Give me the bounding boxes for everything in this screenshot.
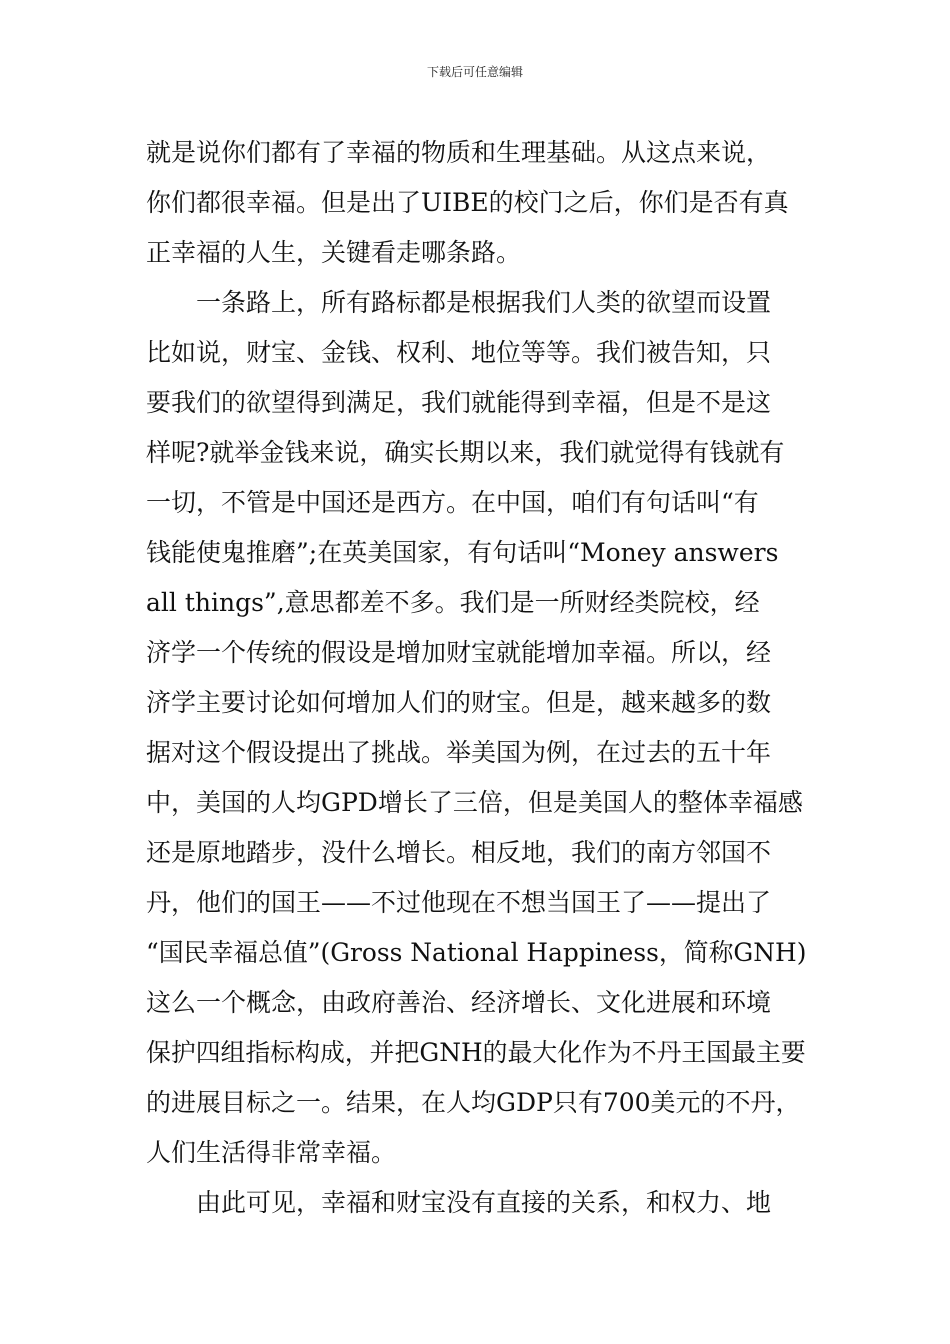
text-line: 这么一个概念，由政府善治、经济增长、文化进展和环境: [146, 988, 772, 1017]
text-line: 要我们的欲望得到满足，我们就能得到幸福，但是不是这: [146, 388, 772, 417]
text-line: 的进展目标之一。结果，在人均GDP只有700美元的不丹，: [146, 1088, 801, 1117]
text-line: 中，美国的人均GPD增长了三倍，但是美国人的整体幸福感: [146, 788, 803, 817]
page-header: 下载后可任意编辑: [426, 65, 523, 79]
text-line: 样呢?就举金钱来说，确实长期以来，我们就觉得有钱就有: [146, 438, 785, 467]
text-line: 你们都很幸福。但是出了UIBE的校门之后，你们是否有真: [146, 188, 789, 217]
text-line: 济学一个传统的假设是增加财宝就能增加幸福。所以，经: [146, 638, 772, 667]
text-line: 正幸福的人生，关键看走哪条路。: [146, 238, 522, 267]
text-line: 就是说你们都有了幸福的物质和生理基础。从这点来说，: [146, 138, 772, 167]
text-line: 丹，他们的国王——不过他现在不想当国王了——提出了: [146, 888, 772, 917]
text-line: all things”,意思都差不多。我们是一所财经类院校，经: [146, 588, 760, 617]
text-line: 比如说，财宝、金钱、权利、地位等等。我们被告知，只: [146, 338, 772, 367]
document-body: [146, 128, 806, 1228]
text-line: “国民幸福总值”(Gross National Happiness，简称GNH): [146, 938, 807, 967]
text-line: 由此可见，幸福和财宝没有直接的关系，和权力、地: [146, 1188, 772, 1217]
text-line: 济学主要讨论如何增加人们的财宝。但是，越来越多的数: [146, 688, 772, 717]
text-line: 人们生活得非常幸福。: [146, 1138, 397, 1167]
text-line: 据对这个假设提出了挑战。举美国为例，在过去的五十年: [146, 738, 772, 767]
text-line: 钱能使鬼推磨”;在英美国家，有句话叫“Money answers: [146, 538, 779, 567]
text-line: 还是原地踏步，没什么增长。相反地，我们的南方邻国不: [146, 838, 772, 867]
text-line: 一条路上，所有路标都是根据我们人类的欲望而设置: [146, 288, 772, 317]
text-line: 保护四组指标构成，并把GNH的最大化作为不丹王国最主要: [146, 1038, 806, 1067]
text-line: 一切，不管是中国还是西方。在中国，咱们有句话叫“有: [146, 488, 759, 517]
